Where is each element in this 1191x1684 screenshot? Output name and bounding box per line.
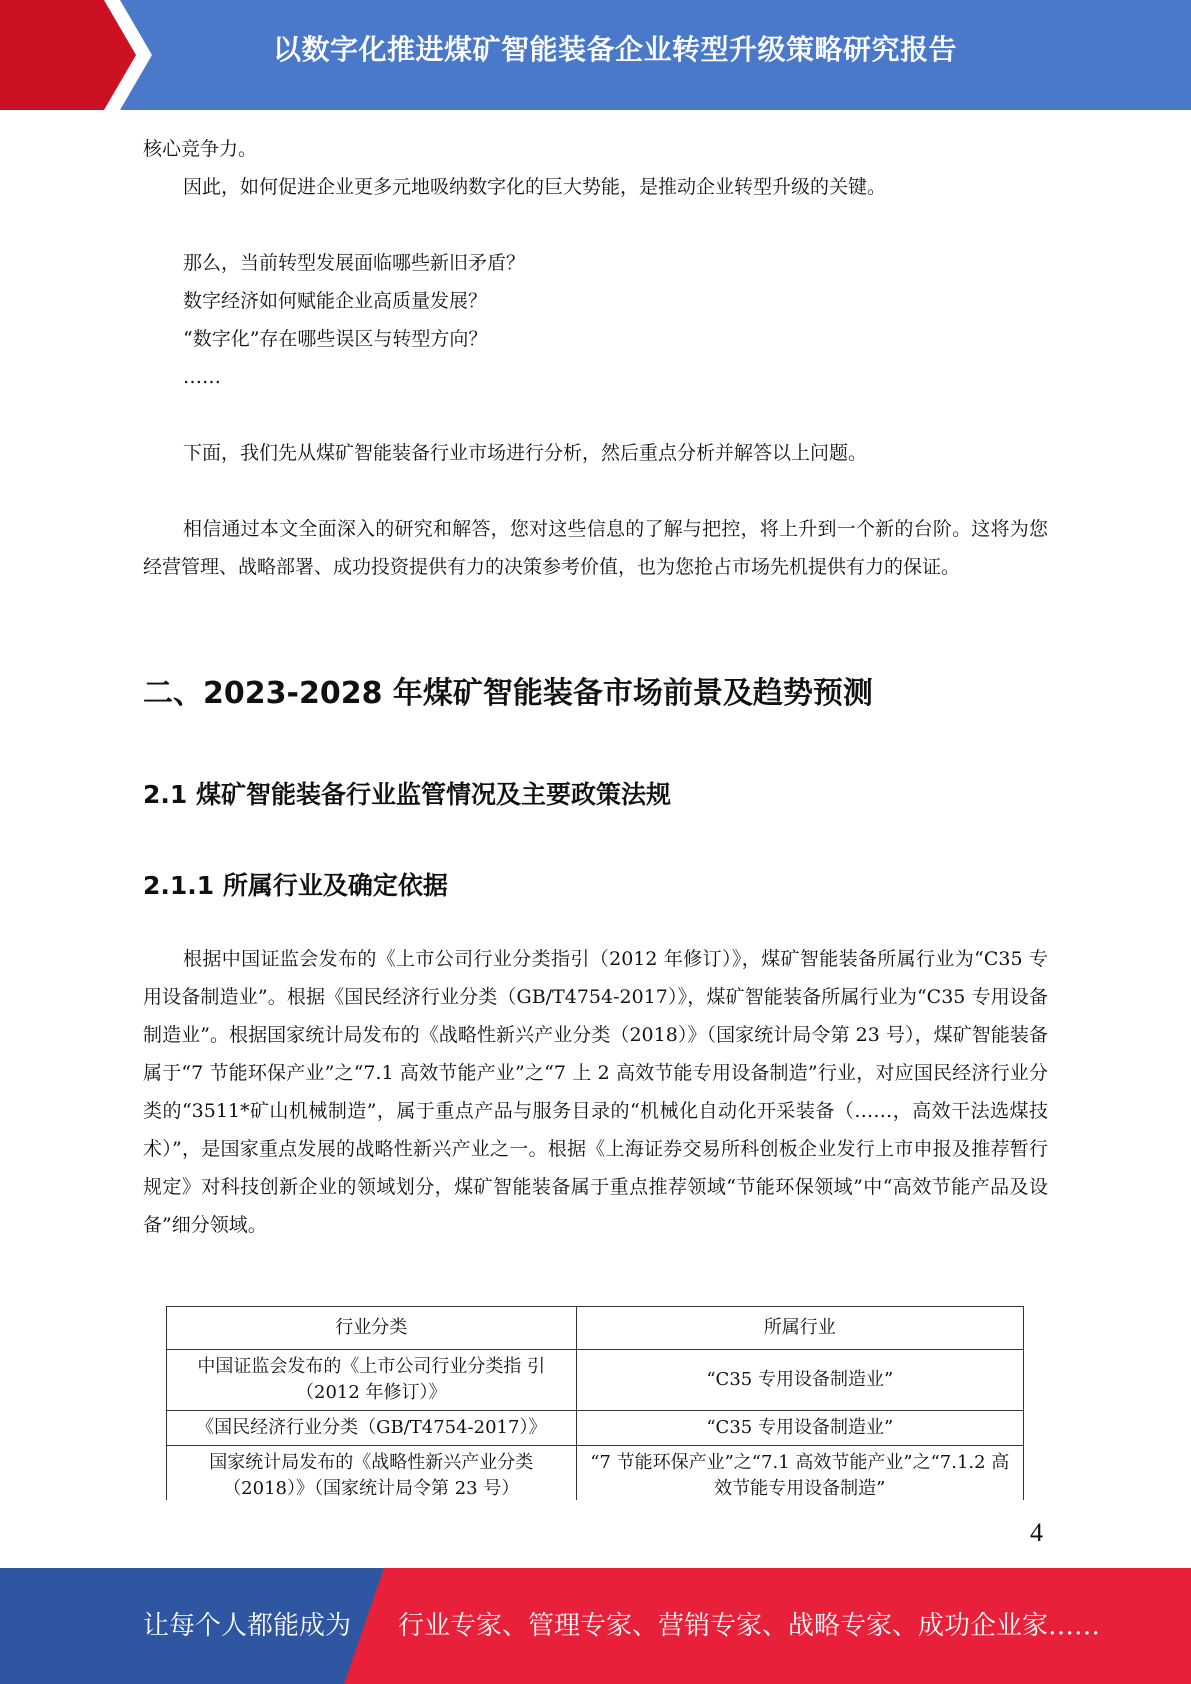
table-header-category: 行业分类 xyxy=(167,1307,577,1350)
table-row xyxy=(167,1446,1024,1501)
paragraph-value-statement: 相信通过本文全面深入的研究和解答，您对这些信息的了解与把控，将上升到一个新的台阶。这将为您经营管理、战略部署、成功投资提供有力的决策参考价值，也为您抢占市场先机提供有力的保证。 xyxy=(143,518,1048,578)
subsubsection-heading: 2.1.1 所属行业及确定依据 xyxy=(143,871,448,900)
spacer xyxy=(143,396,1048,434)
paragraph-core-competitiveness: 核心竞争力。 xyxy=(143,138,258,160)
industry-basis-section xyxy=(143,940,1048,1244)
paragraph-analysis-intro: 下面，我们先从煤矿智能装备行业市场进行分析，然后重点分析并解答以上问题。 xyxy=(183,442,868,464)
table-cell-industry: “C35 专用设备制造业” xyxy=(576,1411,1023,1446)
footer-slogan-left: 让每个人都能成为 xyxy=(143,1611,352,1641)
table-row xyxy=(167,1411,1024,1446)
paragraph-key-question: 因此，如何促进企业更多元地吸纳数字化的巨大势能，是推动企业转型升级的关键。 xyxy=(183,176,887,198)
header-chevron-shape xyxy=(0,0,160,110)
spacer xyxy=(143,472,1048,510)
table-row xyxy=(167,1350,1024,1411)
question-2: 数字经济如何赋能企业高质量发展？ xyxy=(183,290,488,312)
table-cell-industry: “C35 专用设备制造业” xyxy=(576,1350,1023,1411)
table-cell-category: 中国证监会发布的《上市公司行业分类指 引（2012 年修订）》 xyxy=(167,1350,577,1411)
table-cell-category: 国家统计局发布的《战略性新兴产业分类（2018）》（国家统计局令第 23 号） xyxy=(167,1446,577,1501)
page-number: 4 xyxy=(1030,1518,1043,1547)
section-heading: 二、2023-2028 年煤矿智能装备市场前景及趋势预测 xyxy=(143,676,873,711)
industry-classification-table xyxy=(166,1306,1024,1500)
subsection-heading: 2.1 煤矿智能装备行业监管情况及主要政策法规 xyxy=(143,780,671,809)
table-header-industry: 所属行业 xyxy=(576,1307,1023,1350)
paragraph-industry-basis: 根据中国证监会发布的《上市公司行业分类指引（2012 年修订）》，煤矿智能装备所属行业为“C35 专用设备制造业”。根据《国民经济行业分类（GB/T4754-2017）》，煤矿智能装备所属行业为“C35 专用设备制造业”。根据国家统计局发布的《战略性新兴产业分类（2018）》（国家统计局令第 23 号），煤矿智能装备属于“7 节能环保产业”之“7.1 高效节能产业”之“7 上 2 高效节能专用设备制造”行业，对应国民经济行业分类的“3511*矿山机械制造”，属于重点产品与服务目录的“机械化自动化开采装备（……，高效干法选煤技术）”，是国家重点发展的战略性新兴产业之一。根据《上海证券交易所科创板企业发行上市申报及推荐暂行规定》对科技创新企业的领域划分，煤矿智能装备属于重点推荐领域“节能环保领域”中“高效节能产品及设备”细分领域。 xyxy=(143,948,1048,1236)
footer-slogan-right: 行业专家、管理专家、营销专家、战略专家、成功企业家…… xyxy=(398,1611,1101,1641)
table-cell-industry: “7 节能环保产业”之“7.1 高效节能产业”之“7.1.2 高效节能专用设备制造” xyxy=(576,1446,1023,1501)
industry-table-container xyxy=(150,1300,1050,1500)
spacer xyxy=(143,206,1048,244)
report-title: 以数字化推进煤矿智能装备企业转型升级策略研究报告 xyxy=(272,33,957,66)
table-header-row xyxy=(167,1307,1024,1350)
intro-section xyxy=(143,130,1048,586)
question-3: “数字化”存在哪些误区与转型方向？ xyxy=(183,328,488,350)
question-ellipsis: …… xyxy=(183,366,221,388)
page-footer xyxy=(0,1568,1191,1684)
table-cell-category: 《国民经济行业分类（GB/T4754-2017）》 xyxy=(167,1411,577,1446)
question-1: 那么，当前转型发展面临哪些新旧矛盾？ xyxy=(183,252,526,274)
page-header xyxy=(0,0,1191,110)
